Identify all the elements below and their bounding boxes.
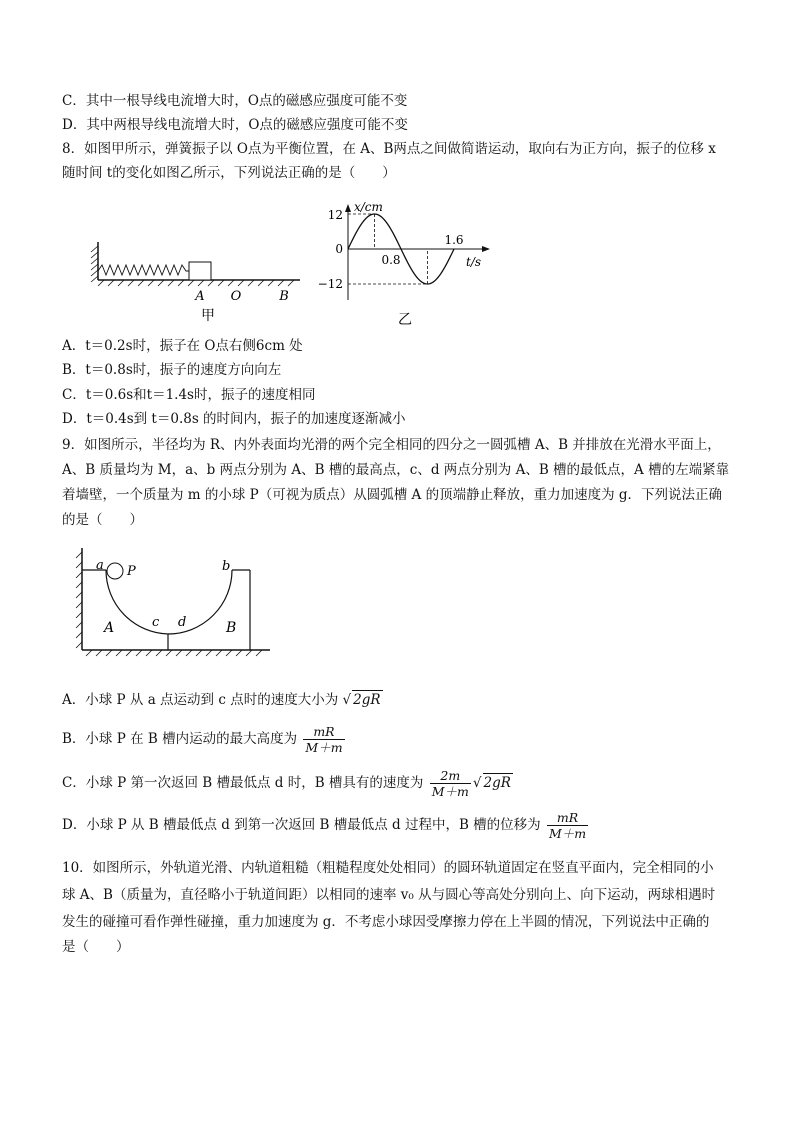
q8-option-d: D．t＝0.4s到 t＝0.8s 的时间内，振子的加速度逐渐减小 bbox=[62, 411, 406, 427]
q8-figure-yi bbox=[310, 198, 500, 328]
fraction-2m-over-mm: $\frac{2m}{M+m}$ bbox=[431, 768, 469, 799]
q8-stem-line2: 随时间 t的变化如图乙所示，下列说法正确的是（ ） bbox=[62, 165, 396, 181]
label-a: A bbox=[195, 289, 205, 304]
label-b: B bbox=[279, 289, 289, 304]
q8-option-b: B．t＝0.8s时，振子的速度方向向左 bbox=[62, 362, 282, 378]
q8-option-a: A．t＝0.2s时，振子在 O点右侧6cm 处 bbox=[62, 338, 303, 354]
q9-option-d-text: D．小球 P 从 B 槽最低点 d 到第一次返回 B 槽最低点 d 过程中，B 槽的位移为 bbox=[62, 817, 541, 833]
point-b: b bbox=[222, 559, 231, 574]
q7-option-d: D．其中两根导线电流增大时，O点的磁感应强度可能不变 bbox=[62, 117, 408, 133]
groove-b: B bbox=[226, 620, 237, 636]
radical-2gr-c: 2gR bbox=[483, 775, 511, 791]
q9-option-a: A．小球 P 从 a 点运动到 c 点时的速度大小为 √ 2gR bbox=[62, 692, 381, 708]
q9-option-b-text: B．小球 P 在 B 槽内运动的最大高度为 bbox=[62, 731, 298, 747]
q9-figure bbox=[74, 542, 274, 662]
point-c: c bbox=[152, 615, 160, 630]
fraction-mr-over-mm: $\frac{mR}{M+m}$ bbox=[305, 724, 343, 755]
groove-a: A bbox=[104, 620, 115, 636]
q10-stem-line3: 发生的碰撞可看作弹性碰撞，重力加速度为 g．不考虑小球因受摩擦力停在上半圆的情况，下列说法中正确的 bbox=[62, 914, 710, 930]
q9-option-d bbox=[62, 810, 590, 841]
fraction-mr-over-mm-d: $\frac{mR}{M+m}$ bbox=[548, 810, 587, 841]
q9-option-c-text: C．小球 P 第一次返回 B 槽最低点 d 时，B 槽具有的速度为 bbox=[62, 775, 424, 791]
q8-figure-jia bbox=[88, 238, 308, 328]
y-tick-min: −12 bbox=[317, 277, 343, 291]
q10-stem-line2: 球 A、B（质量为，直径略小于轨道间距）以相同的速率 v₀ 从与圆心等高处分别向上、向下运动，两球相遇时 bbox=[62, 887, 716, 903]
q8-stem-line1: 8．如图甲所示，弹簧振子以 O点为平衡位置，在 A、B两点之间做简谐运动，取向右为正方向，振子的位移 x bbox=[62, 141, 716, 157]
q8-option-c: C．t＝0.6s和t＝1.4s时，振子的速度相同 bbox=[62, 387, 316, 403]
x-tick-1.6: 1.6 bbox=[444, 233, 464, 247]
y-axis-label: x/cm bbox=[354, 200, 383, 214]
q9-stem-line2: A、B 质量均为 M，a、b 两点分别为 A、B 槽的最高点，c、d 两点分别为 A、B 槽的最低点，A 槽的左端紧靠 bbox=[62, 462, 730, 478]
q9-stem-line1: 9．如图所示，半径均为 R、内外表面均光滑的两个完全相同的四分之一圆弧槽 A、B 并排放在光滑水平面上， bbox=[62, 437, 721, 453]
x-axis-label: t/s bbox=[466, 255, 482, 269]
label-o: O bbox=[230, 289, 242, 304]
q9-option-b bbox=[62, 724, 347, 755]
ball-p: P bbox=[127, 564, 136, 579]
q9-stem-line3: 着墙壁，一个质量为 m 的小球 P（可视为质点）从圆弧槽 A 的顶端静止释放，重力加速度为 g．下列说法正确 bbox=[62, 487, 723, 503]
point-d: d bbox=[178, 615, 187, 630]
q9-option-c: C．小球 P 第一次返回 B 槽最低点 d 时，B 槽具有的速度为 $\frac{2m}{M+m}$ √ 2gR bbox=[62, 768, 511, 799]
q9-stem-line4: 的是（ ） bbox=[62, 512, 143, 528]
point-a: a bbox=[96, 558, 104, 573]
y-tick-max: 12 bbox=[327, 208, 343, 222]
q7-option-c: C．其中一根导线电流增大时，O点的磁感应强度可能不变 bbox=[62, 93, 408, 109]
q9-option-a-text: A．小球 P 从 a 点运动到 c 点时的速度大小为 bbox=[62, 692, 339, 708]
y-tick-zero: 0 bbox=[335, 242, 343, 256]
caption-jia: 甲 bbox=[201, 308, 215, 324]
q10-stem-line4: 是（ ） bbox=[62, 939, 130, 955]
caption-yi: 乙 bbox=[398, 312, 412, 328]
x-tick-0.8: 0.8 bbox=[381, 253, 401, 267]
q10-stem-line1: 10．如图所示，外轨道光滑、内轨道粗糙（粗糙程度处处相同）的圆环轨道固定在竖直平面内，完全相同的小 bbox=[62, 860, 714, 876]
radical-2gr: 2gR bbox=[353, 692, 381, 708]
